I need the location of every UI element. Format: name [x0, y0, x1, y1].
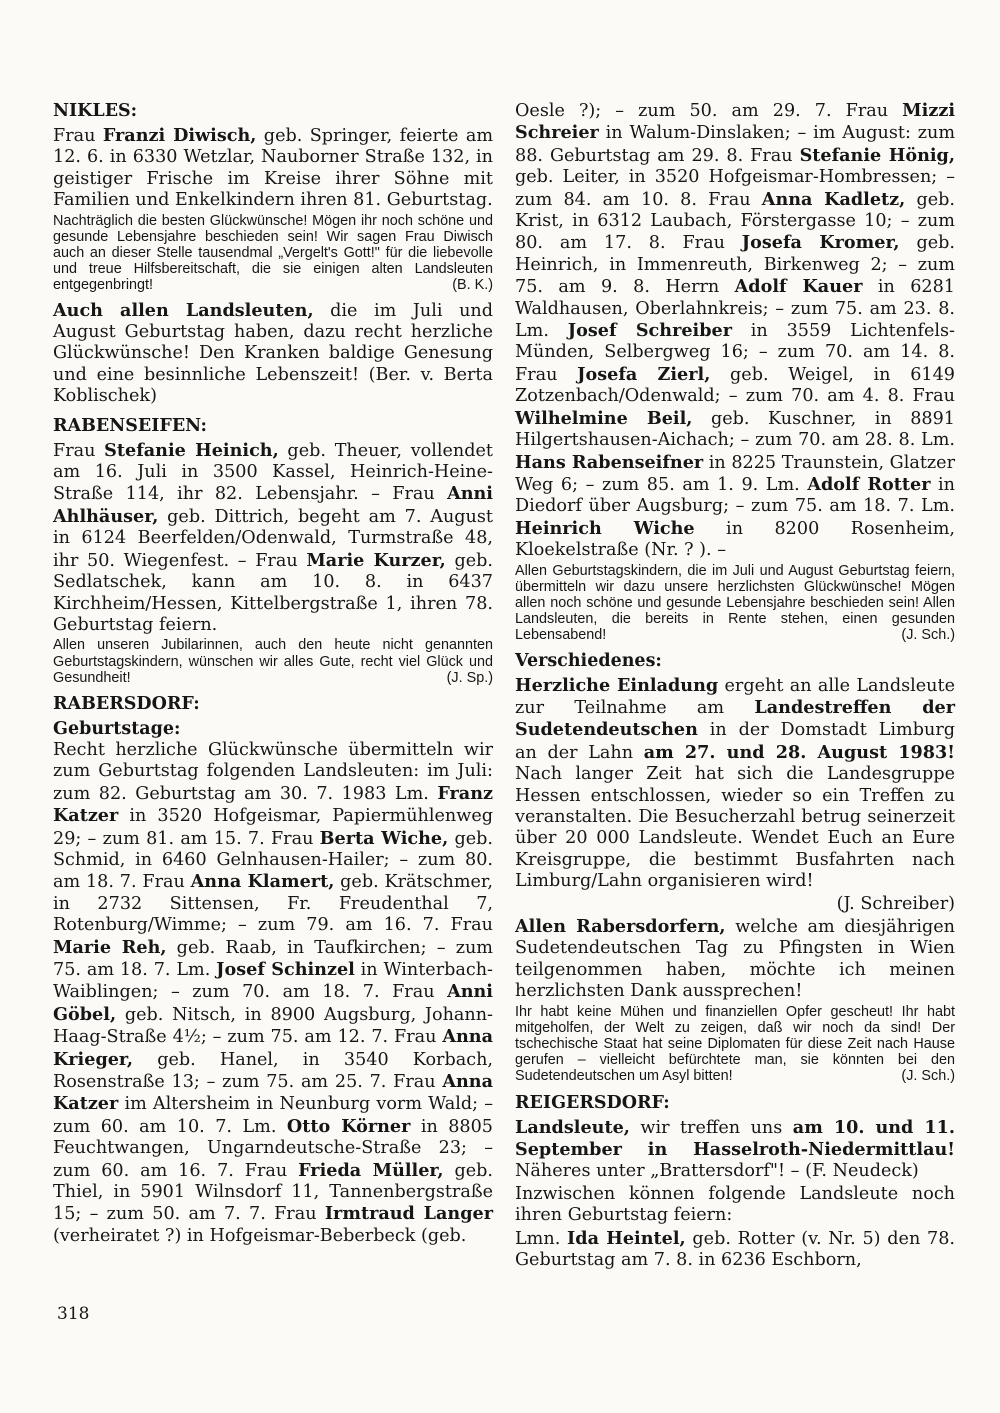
signature: (J. Sch.) — [901, 627, 955, 644]
signature: (B. K.) — [452, 277, 493, 294]
subheading-geburtstage: Geburtstage: — [53, 718, 181, 739]
section-heading-reigersdorf: REIGERSDORF: — [515, 1092, 670, 1113]
page-number: 318 — [57, 1304, 90, 1324]
section-heading-verschiedenes: Verschiedenes: — [515, 650, 662, 671]
paragraph-reigersdorf-meeting: Landsleute, wir treffen uns am 10. und 11. September in Hasselroth-Niedermittlau! Näheres unter „Brattersdorf"! – (F. Neudeck) — [515, 1116, 955, 1182]
small-note-rabersdorf: Allen Geburtstagskindern, die im Juli und August Geburtstag feiern, übermitteln wir dazu unsere herzlichsten Glückwünsche! Mögen allen noch schöne und gesunde Lebensjahre beschieden sein! Allen Landsleuten, die bereits in Rente stehen, einen gesunden Lebensabend! (J. Sch.) — [515, 562, 955, 644]
small-note-verschiedenes: Ihr habt keine Mühen und finanziellen Opfer gescheut! Ihr habt mitgeholfen, der Welt zu zeigen, daß wir noch da sind! Der tschechische Staat hat seine Diplomaten für diese Zeit nach Hause gerufen – vielleicht befürchtete man, sie könnten bei den Sudetendeutschen um Asyl bitten! (J. Sch.) — [515, 1003, 955, 1085]
paragraph-rabersdorf-continued: Oesle ?); – zum 50. am 29. 7. Frau Mizzi Schreier in Walum-Dinslaken; – im August: zum 88. Geburtstag am 29. 8. Frau Stefanie Hönig, geb. Leiter, in 3520 Hofgeismar-Hombressen; – zum 84. am 10. 8. Frau Anna Kadletz, geb. Krist, in 6312 Laubach, Förstergasse 10; – zum 80. am 17. 8. Frau Josefa Kromer, geb. Heinrich, in Immenreuth, Birkenweg 2; – zum 75. am 9. 8. Herrn Adolf Kauer in 6281 Waldhausen, Oberlahnkreis; – zum 75. am 23. 8. Lm. Josef Schreiber in 3559 Lichtenfels-Münden, Selbergweg 16; – zum 70. am 14. 8. Frau Josefa Zierl, geb. Weigel, in 6149 Zotzenbach/Odenwald; – zum 70. am 4. 8. Frau Wilhelmine Beil, geb. Kuschner, in 8891 Hilgertshausen-Aichach; – zum 70. am 28. 8. Lm. Hans Rabenseifner in 8225 Traunstein, Glatzer Weg 6; – zum 85. am 1. 9. Lm. Adolf Rotter in Diedorf über Augsburg; – zum 75. am 18. 7. Lm. Heinrich Wiche in 8200 Rosenheim, Kloekelstraße (Nr. ? ). – — [515, 100, 956, 561]
left-column — [53, 100, 493, 1248]
paragraph-nikles-diwisch: Frau Franzi Diwisch, geb. Springer, feierte am 12. 6. in 6330 Wetzlar, Nauborner Straße 132, in geistiger Frische im Kreise ihrer Söhne mit Familien und Enkelkindern ihren 81. Geburtstag. — [53, 125, 493, 211]
paragraph-nikles-greetings: Auch allen Landsleuten, die im Juli und August Geburtstag haben, dazu recht herzliche Glückwünsche! Den Kranken baldige Genesung und eine besinnliche Lebenszeit! (Ber. v. Berta Koblischek) — [53, 299, 494, 407]
paragraph-reigersdorf-birthdays: Lmn. Ida Heintel, geb. Rotter (v. Nr. 5) den 78. Geburtstag am 7. 8. in 6236 Eschborn, — [515, 1227, 955, 1271]
right-column — [515, 100, 955, 1273]
paragraph-rabenseifen: Frau Stefanie Heinich, geb. Theuer, vollendet am 16. Juli in 3500 Kassel, Heinrich-Heine-Straße 114, ihr 82. Lebensjahr. – Frau Anni Ahlhäuser, geb. Dittrich, begeht am 7. August in 6124 Beerfelden/Odenwald, Turmstraße 48, ihr 50. Wiegenfest. – Frau Marie Kurzer, geb. Sedlatschek, kann am 10. 8. in 6437 Kirchheim/Hessen, Kittelbergstraße 1, ihren 78. Geburtstag feiern. — [53, 439, 494, 635]
paragraph-reigersdorf-intro: Inzwischen können folgende Landsleute noch ihren Geburtstag feiern: — [515, 1183, 955, 1226]
section-heading-rabenseifen: RABENSEIFEN: — [53, 415, 208, 436]
paragraph-rabersdorfern-thanks: Allen Rabersdorfern, welche am diesjährigen Sudetendeutschen Tag zu Pfingsten in Wien teilgenommen haben, möchte ich meinen herzlichsten Dank aussprechen! — [515, 916, 956, 1002]
section-heading-rabersdorf: RABERSDORF: — [53, 693, 200, 714]
section-heading-nikles: NIKLES: — [53, 101, 138, 121]
small-note-nikles: Nachträglich die besten Glückwünsche! Mögen ihr noch schöne und gesunde Lebensjahre beschieden sein! Wir sagen Frau Diwisch auch an dieser Stelle tausendmal „Vergelt's Gott!" für die liebevolle und treue Hilfsbereitschaft, die sie einigen alten Landsleuten entgegenbringt! (B. K.) — [53, 212, 493, 294]
paragraph-landestreffen: Herzliche Einladung ergeht an alle Landsleute zur Teilnahme am Landestreffen der Sudetendeutschen in der Domstadt Limburg an der Lahn am 27. und 28. August 1983! Nach langer Zeit hat sich die Landesgruppe Hessen entschlossen, wieder so ein Treffen zu veranstalten. Die Besucherzahl betrug seinerzeit über 20 000 Landsleute. Wendet Euch an Eure Kreisgruppe, die bestimmt Busfahrten nach Limburg/Lahn organisieren wird! — [515, 674, 955, 892]
person-name: Franzi Diwisch, — [102, 125, 257, 146]
paragraph-rabersdorf-birthdays: Recht herzliche Glückwünsche übermitteln wir zum Geburtstag folgenden Landsleuten: im Juli: zum 82. Geburtstag am 30. 7. 1983 Lm. Franz Katzer in 3520 Hofgeismar, Papiermühlenweg 29; – zum 81. am 15. 7. Frau Berta Wiche, geb. Schmid, in 6460 Gelnhausen-Hailer; – zum 80. am 18. 7. Frau Anna Klamert, geb. Krätschmer, in 2732 Sittensen, Fr. Freudenthal 7, Rotenburg/Wimme; – zum 79. am 16. 7. Frau Marie Reh, geb. Raab, in Taufkirchen; – zum 75. am 18. 7. Lm. Josef Schinzel in Winterbach-Waiblingen; – zum 70. am 18. 7. Frau Anni Göbel, geb. Nitsch, in 8900 Augsburg, Johann-Haag-Straße 4½; – zum 75. am 12. 7. Frau Anna Krieger, geb. Hanel, in 3540 Korbach, Rosenstraße 13; – zum 75. am 25. 7. Frau Anna Katzer im Altersheim in Neunburg vorm Wald; – zum 60. am 10. 7. Lm. Otto Körner in 8805 Feuchtwangen, Ungarndeutsche-Straße 23; – zum 60. am 16. 7. Frau Frieda Müller, geb. Thiel, in 5901 Wilnsdorf 11, Tannenbergstraße 15; – zum 50. am 7. 7. Frau Irmtraud Langer (verheiratet ?) in Hofgeismar-Beberbeck (geb. — [53, 739, 494, 1246]
small-note-rabenseifen: Allen unseren Jubilarinnen, auch den heute nicht genannten Geburtstagskindern, wünschen wir alles Gute, recht viel Glück und Gesundheit! (J. Sp.) — [53, 637, 493, 686]
signature-schreiber: (J. Schreiber) — [836, 893, 955, 914]
signature: (J. Sch.) — [901, 1068, 955, 1085]
signature: (J. Sp.) — [446, 669, 493, 686]
